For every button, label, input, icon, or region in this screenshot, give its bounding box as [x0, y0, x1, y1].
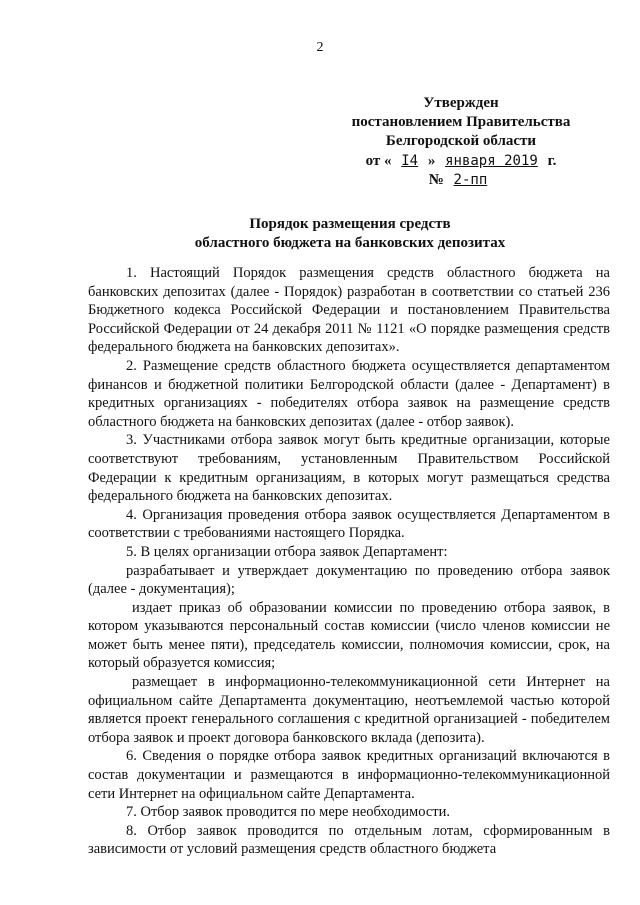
- title-line-1: Порядок размещения средств: [249, 216, 451, 232]
- date-suffix: г.: [547, 153, 557, 169]
- date-day: I4: [401, 153, 419, 169]
- number-value: 2-пп: [453, 172, 488, 188]
- date-prefix: от «: [365, 153, 392, 169]
- approval-block: [346, 94, 576, 190]
- paragraph-7: 7. Отбор заявок проводится по мере необходимости.: [126, 804, 450, 821]
- approval-line-region: Белгородской области: [385, 133, 537, 149]
- paragraph-8: 8. Отбор заявок проводится по отдельным лотам, сформированным в зависимости от условий размещения средств областного бюджета: [88, 822, 610, 858]
- title-line-2: областного бюджета на банковских депозитах: [194, 235, 506, 251]
- paragraph-2: 2. Размещение средств областного бюджета осуществляется департаментом финансов и бюджетной политики Белгородской области (далее - Департамент) в кредитных организациях - победителях отбора заявок на размещение средств областного бюджета на банковских депозитах (далее - отбор заявок).: [88, 357, 610, 430]
- page-number: 2: [316, 40, 324, 55]
- paragraph-5-item-2: издает приказ об образовании комиссии по проведению отбора заявок, в котором указываются персональный состав комиссии (число членов комиссии не может быть менее пяти), председатель комиссии, полномочия комиссии, срок, на который образуется комиссия;: [88, 599, 610, 672]
- approval-date: [346, 152, 576, 171]
- date-mid: »: [427, 153, 436, 169]
- document-body: [88, 264, 610, 859]
- paragraph-5-item-3: размещает в информационно-телекоммуникационной сети Интернет на официальном сайте Департамента документацию, неотъемлемой частью которой является проект генерального соглашения с кредитной организацией - победителем отбора заявок и проект договора банковского вклада (депозита).: [88, 674, 610, 746]
- document-title: [60, 215, 640, 253]
- paragraph-4: 4. Организация проведения отбора заявок осуществляется Департаментом в соответствии с требованиями настоящего Порядка.: [88, 506, 610, 542]
- paragraph-1: 1. Настоящий Порядок размещения средств областного бюджета на банковских депозитах (далее - Порядок) разработан в соответствии со статьей 236 Бюджетного кодекса Российской Федерации и постановлением Правительства Российской Федерации от 24 декабря 2011 № 1121 «О порядке размещения средств федерального бюджета на банковских депозитах».: [88, 265, 610, 356]
- approval-number: [346, 171, 576, 190]
- number-prefix: №: [428, 172, 444, 188]
- paragraph-6: 6. Сведения о порядке отбора заявок кредитных организаций включаются в состав документации и размещаются в информационно-телекоммуникационной сети Интернет на официальном сайте Департамента.: [88, 748, 610, 802]
- paragraph-5: 5. В целях организации отбора заявок Департамент:: [126, 543, 448, 560]
- approval-line-resolution: постановлением Правительства: [351, 114, 571, 130]
- date-month-year: января 2019: [445, 153, 538, 169]
- paragraph-3: 3. Участниками отбора заявок могут быть кредитные организации, которые соответствуют требованиям, установленным Правительством Российской Федерации к кредитным организациям, в которых могут размещаться средства федерального бюджета на банковских депозитах.: [88, 432, 610, 505]
- paragraph-5-item-1: разрабатывает и утверждает документацию по проведению отбора заявок (далее - документация);: [88, 562, 610, 598]
- approval-line-approved: Утвержден: [423, 95, 499, 111]
